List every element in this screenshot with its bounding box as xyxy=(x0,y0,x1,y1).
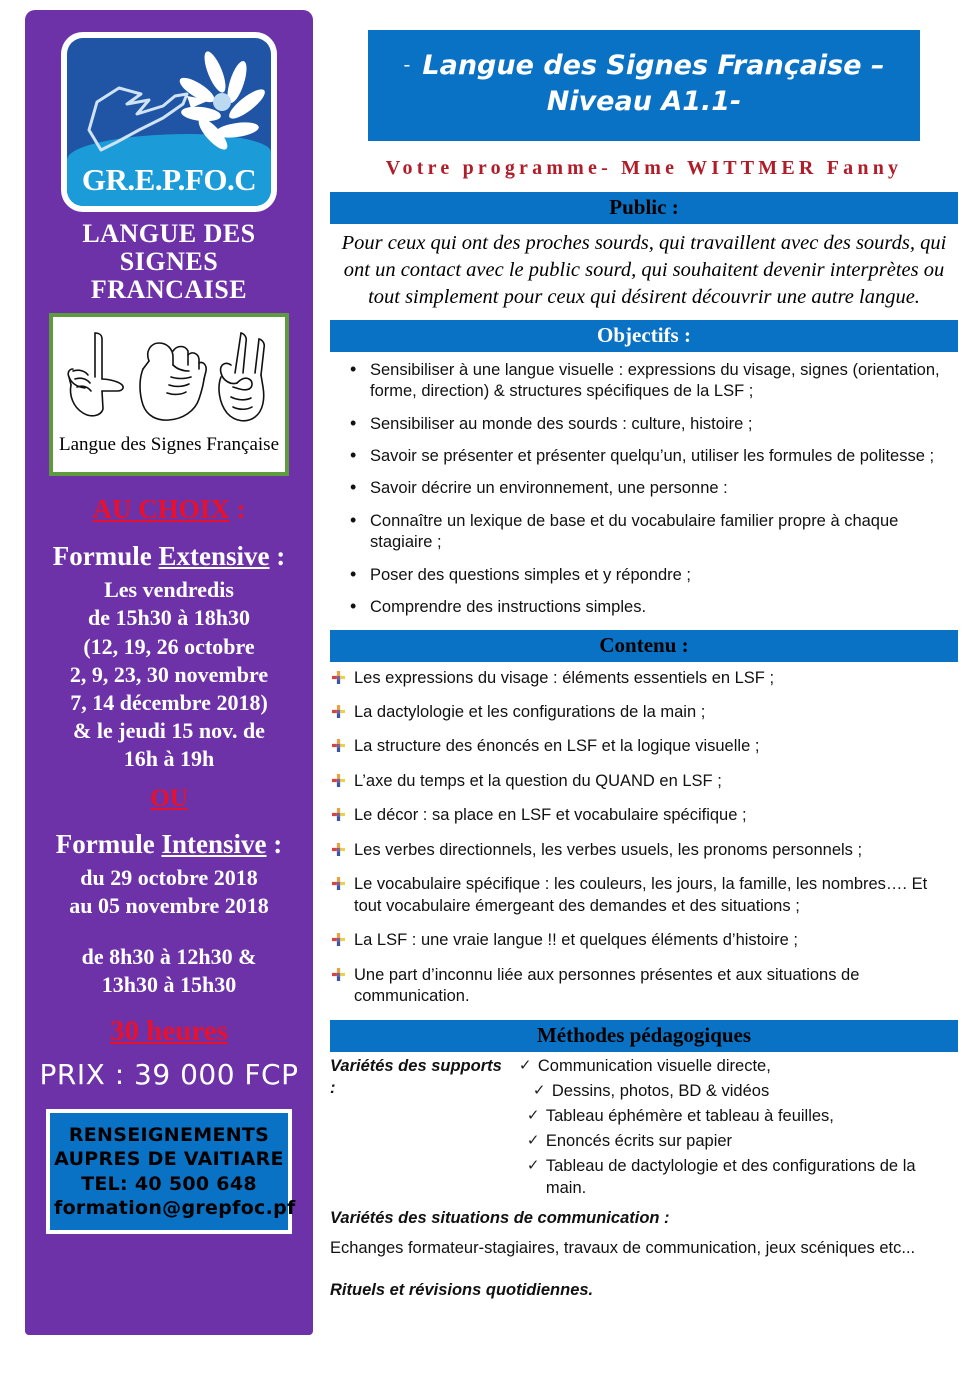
contenu-list xyxy=(328,668,960,1008)
title-dash: - xyxy=(403,54,411,76)
list-item: • Comprendre des instructions simples. xyxy=(350,597,956,618)
list-item xyxy=(330,736,956,757)
list-item: ✓ Enoncés écrits sur papier xyxy=(527,1131,958,1153)
document-title-banner xyxy=(368,30,920,141)
colored-plus-bullet-icon xyxy=(332,877,345,890)
spacer xyxy=(25,921,313,939)
colored-plus-bullet-icon xyxy=(332,705,345,718)
list-item-text: L’axe du temps et la question du QUAND en LSF ; xyxy=(354,771,722,790)
au-choix-colon: : xyxy=(229,494,246,525)
formule-extensive-post: : xyxy=(269,541,286,572)
list-item: • Sensibiliser à une langue visuelle : expressions du visage, signes (orientation, forme, direction) & structures spécifiques de la LSF ; xyxy=(350,360,956,403)
section-heading-contenu: Contenu : xyxy=(330,630,958,662)
objectifs-list xyxy=(328,360,960,619)
rituels-text: Rituels et révisions quotidiennes. xyxy=(330,1280,594,1299)
grepfoc-logo-inner xyxy=(67,38,271,206)
list-item-text: Les verbes directionnels, les verbes usuels, les pronoms personnels ; xyxy=(354,840,863,859)
contenu-section xyxy=(328,630,960,1008)
extensive-line: 2, 9, 23, 30 novembre xyxy=(69,661,269,687)
contact-line-renseignements: RENSEIGNEMENTS xyxy=(68,1123,270,1146)
ou-separator: OU xyxy=(150,785,188,813)
sidebar-title-line2: SIGNES xyxy=(119,247,219,277)
colored-plus-bullet-icon xyxy=(332,933,345,946)
sidebar-title xyxy=(25,220,313,304)
situations-body: Echanges formateur-stagiaires, travaux de communication, jeux scéniques etc... xyxy=(330,1238,916,1257)
logo-brand-text: GR.E.P.FO.C xyxy=(81,162,257,197)
list-item-text: La dactylologie et les configurations de la main ; xyxy=(354,703,706,721)
extensive-schedule xyxy=(25,576,313,773)
list-item xyxy=(330,805,956,826)
au-choix-word: AU CHOIX xyxy=(92,494,230,525)
sidebar-title-line1: LANGUE DES xyxy=(82,219,256,248)
list-item: ✓ Communication visuelle directe, xyxy=(519,1056,958,1078)
extensive-line: de 15h30 à 18h30 xyxy=(88,605,250,631)
contact-line-aupres: AUPRES DE VAITIARE xyxy=(54,1148,284,1171)
list-item xyxy=(330,965,956,1008)
formule-extensive-heading xyxy=(25,541,313,572)
programme-subtitle: Votre programme- Mme WITTMER Fanny xyxy=(385,156,903,179)
title-line1: Langue des Signes Française – xyxy=(422,50,885,81)
lsf-image-caption: Langue des Signes Française xyxy=(58,434,280,456)
price-label: PRIX : 39 000 FCP xyxy=(39,1057,299,1091)
extensive-line: 7, 14 décembre 2018) xyxy=(70,689,268,715)
intensive-date-line: au 05 novembre 2018 xyxy=(69,893,269,919)
list-item: • Connaître un lexique de base et du vocabulaire familier propre à chaque stagiaire ; xyxy=(350,511,956,554)
section-heading-objectifs: Objectifs : xyxy=(330,320,958,352)
contact-info-box xyxy=(46,1109,296,1234)
au-choix-heading xyxy=(25,494,313,525)
formule-intensive-heading xyxy=(25,829,313,860)
formule-intensive-post: : xyxy=(266,829,283,860)
section-heading-methodes: Méthodes pédagogiques xyxy=(330,1020,958,1052)
total-hours: 30 heures xyxy=(110,1014,228,1047)
supports-label: Variétés des supports : xyxy=(330,1057,502,1098)
list-item: ✓ Dessins, photos, BD & vidéos xyxy=(533,1081,958,1103)
list-item: • Sensibiliser au monde des sourds : culture, histoire ; xyxy=(350,414,956,435)
supports-list xyxy=(519,1056,958,1203)
public-body-text: Pour ceux qui ont des proches sourds, qui travaillent avec des sourds, qui ont un contact avec le public sourd, qui souhaitent devenir interprètes ou tout simplement pour ceux qui désirent découvrir une autre langue. xyxy=(341,231,947,309)
colored-plus-bullet-icon xyxy=(332,968,345,981)
contact-email[interactable]: formation@grepfoc.pf xyxy=(54,1196,296,1219)
colored-plus-bullet-icon xyxy=(332,774,345,787)
colored-plus-bullet-icon xyxy=(332,808,345,821)
lsf-image-card xyxy=(49,313,289,476)
colored-plus-bullet-icon xyxy=(332,739,345,752)
intensive-hours-line: de 8h30 à 12h30 & xyxy=(81,943,257,969)
extensive-line: (12, 19, 26 octobre xyxy=(83,633,255,659)
list-item-text: Les expressions du visage : éléments essentiels en LSF ; xyxy=(354,668,775,687)
situations-label: Variétés des situations de communication : xyxy=(330,1209,670,1227)
formule-intensive-pre: Formule xyxy=(55,829,162,860)
sidebar xyxy=(25,10,313,1335)
list-item-text: La LSF : une vraie langue !! et quelques éléments d’histoire ; xyxy=(354,931,798,950)
contact-phone[interactable]: TEL: 40 500 648 xyxy=(81,1172,257,1195)
list-item xyxy=(330,771,956,792)
list-item: ✓ Tableau éphémère et tableau à feuilles, xyxy=(527,1106,958,1128)
list-item xyxy=(330,874,956,917)
list-item: • Savoir décrire un environnement, une personne : xyxy=(350,478,956,499)
list-item xyxy=(330,668,956,689)
list-item: ✓ Tableau de dactylologie et des configurations de la main. xyxy=(527,1156,958,1200)
intensive-date-line: du 29 octobre 2018 xyxy=(80,865,258,891)
hand-alphabet-lsf-icon xyxy=(55,321,283,433)
list-item-text: Le vocabulaire spécifique : les couleurs, les jours, la famille, les nombres…. Et tout vocabulaire émergeant des demandes et des situations ; xyxy=(354,875,928,915)
list-item xyxy=(330,930,956,951)
extensive-line: & le jeudi 15 nov. de xyxy=(73,718,265,744)
list-item: • Poser des questions simples et y répondre ; xyxy=(350,565,956,586)
sidebar-title-line3: FRANCAISE xyxy=(90,275,248,305)
formule-extensive-pre: Formule xyxy=(52,541,159,572)
methodes-body xyxy=(328,1052,960,1301)
list-item-text: Le décor : sa place en LSF et vocabulaire spécifique ; xyxy=(354,806,747,825)
list-item-text: La structure des énoncés en LSF et la logique visuelle ; xyxy=(354,737,760,756)
grepfoc-logo-card xyxy=(61,32,277,212)
section-heading-public: Public : xyxy=(330,192,958,224)
list-item: • Savoir se présenter et présenter quelqu’un, utiliser les formules de politesse ; xyxy=(350,446,956,467)
list-item xyxy=(330,702,956,723)
colored-plus-bullet-icon xyxy=(332,843,345,856)
supports-row xyxy=(330,1056,958,1203)
list-item xyxy=(330,840,956,861)
title-line2: Niveau A1.1- xyxy=(546,86,742,118)
main-content xyxy=(328,0,960,1376)
methodes-section xyxy=(328,1020,960,1301)
intensive-hours xyxy=(25,943,313,999)
formule-extensive-word: Extensive xyxy=(158,541,270,572)
extensive-line: 16h à 19h xyxy=(123,746,215,772)
list-item-text: Une part d’inconnu liée aux personnes présentes et aux situations de communication. xyxy=(354,965,860,1005)
colored-plus-bullet-icon xyxy=(332,671,345,684)
formule-intensive-word: Intensive xyxy=(161,829,267,860)
extensive-line: Les vendredis xyxy=(104,577,234,603)
intensive-dates xyxy=(25,864,313,920)
intensive-hours-line: 13h30 à 15h30 xyxy=(101,971,237,997)
